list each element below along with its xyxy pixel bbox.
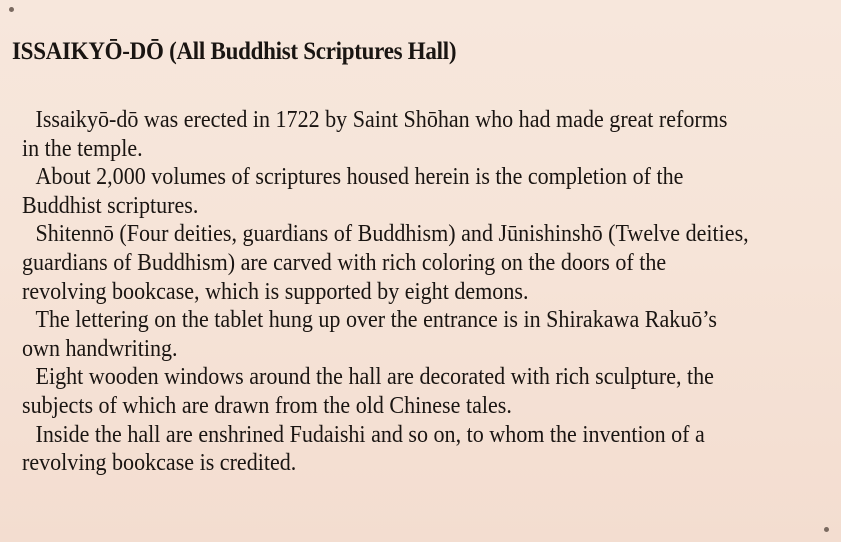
sign-body [22, 106, 814, 478]
paragraph: The lettering on the tablet hung up over the entrance is in Shirakawa Rakuō’s own handwriting. [22, 306, 718, 362]
paragraph: Issaikyō-dō was erected in 1722 by Saint Shōhan who had made great reforms in the temple. [22, 106, 728, 162]
paragraph: About 2,000 volumes of scriptures housed herein is the completion of the Buddhist scriptures. [22, 163, 684, 219]
paragraph: Inside the hall are enshrined Fudaishi and so on, to whom the invention of a revolving bookcase is credited. [22, 420, 705, 477]
screw-icon [824, 527, 829, 532]
paragraph: Eight wooden windows around the hall are decorated with rich sculpture, the subjects of which are drawn from the old Chinese tales. [22, 363, 714, 419]
paragraph: Shitennō (Four deities, guardians of Buddhism) and Jūnishinshō (Twelve deities, guardians of Buddhism) are carved with rich coloring on the doors of the revolving bookcase, which is supported by eight demons. [22, 220, 749, 305]
screw-icon [9, 7, 14, 12]
sign-title: ISSAIKYŌ-DŌ (All Buddhist Scriptures Hall) [12, 38, 457, 65]
